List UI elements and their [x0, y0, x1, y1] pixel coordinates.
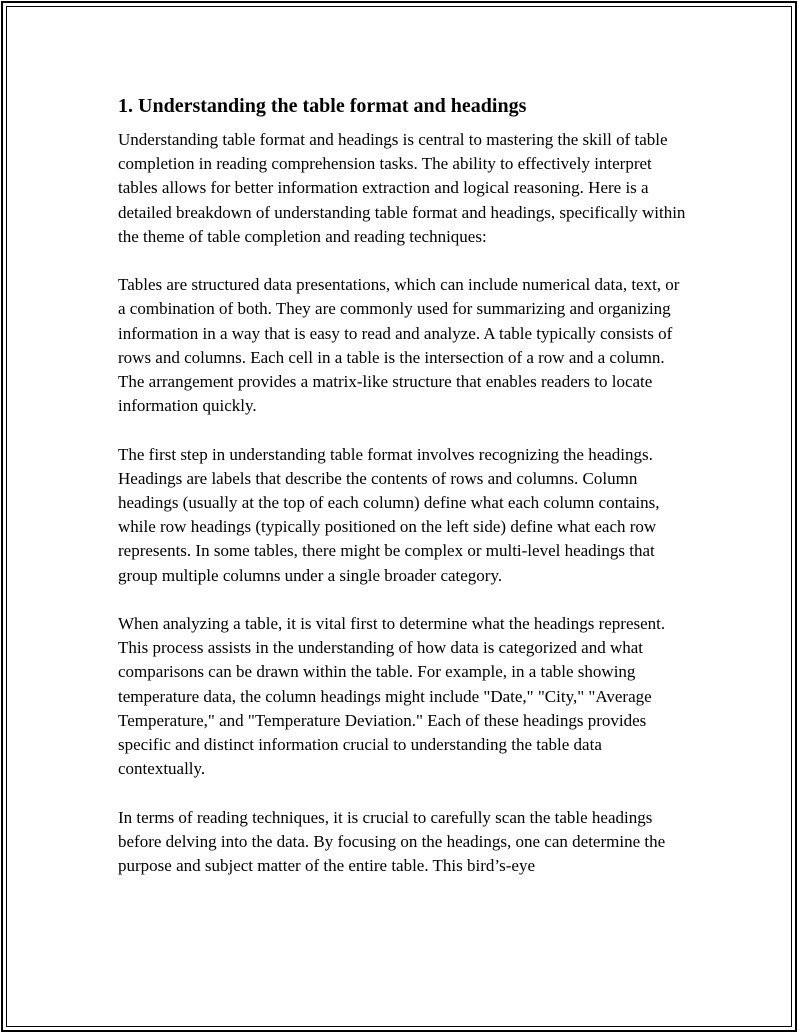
paragraph-intro: Understanding table format and headings is central to mastering the skill of table completion in reading comprehension tasks. The ability to effectively interpret tables allows for better information extraction and logical reasoning. Here is a detailed breakdown of understanding table format and headings, specifically within the theme of table completion and reading techniques: [118, 130, 686, 246]
paragraph-analyzing-headings: When analyzing a table, it is vital first to determine what the headings represent. This process assists in the understanding of how data is categorized and what comparisons can be drawn within the table. For example, in a table showing temperature data, the column headings might include "Date," "City," "Average Temperature," and "Temperature Deviation." Each of these headings provides specific and distinct information crucial to understanding the table data contextually. [118, 614, 666, 779]
paragraph-reading-techniques: In terms of reading techniques, it is crucial to carefully scan the table headings before delving into the data. By focusing on the headings, one can determine the purpose and subject matter of the entire table. This bird’s-eye [118, 807, 666, 876]
section-heading: 1. Understanding the table format and headings [118, 95, 527, 117]
paragraph-recognizing-headings: The first step in understanding table format involves recognizing the headings. Headings are labels that describe the contents of rows and columns. Column headings (usually at the top of each column) define what each column contains, while row headings (typically positioned on the left side) define what each row represents. In some tables, there might be complex or multi-level headings that group multiple columns under a single broader category. [118, 444, 660, 585]
paragraph-table-structure: Tables are structured data presentations, which can include numerical data, text, or a combination of both. They are commonly used for summarizing and organizing information in a way that is easy to read and analyze. A table typically consists of rows and columns. Each cell in a table is the intersection of a row and a column. The arrangement provides a matrix-like structure that enables readers to locate information quickly. [118, 275, 680, 416]
document-body [118, 93, 688, 902]
